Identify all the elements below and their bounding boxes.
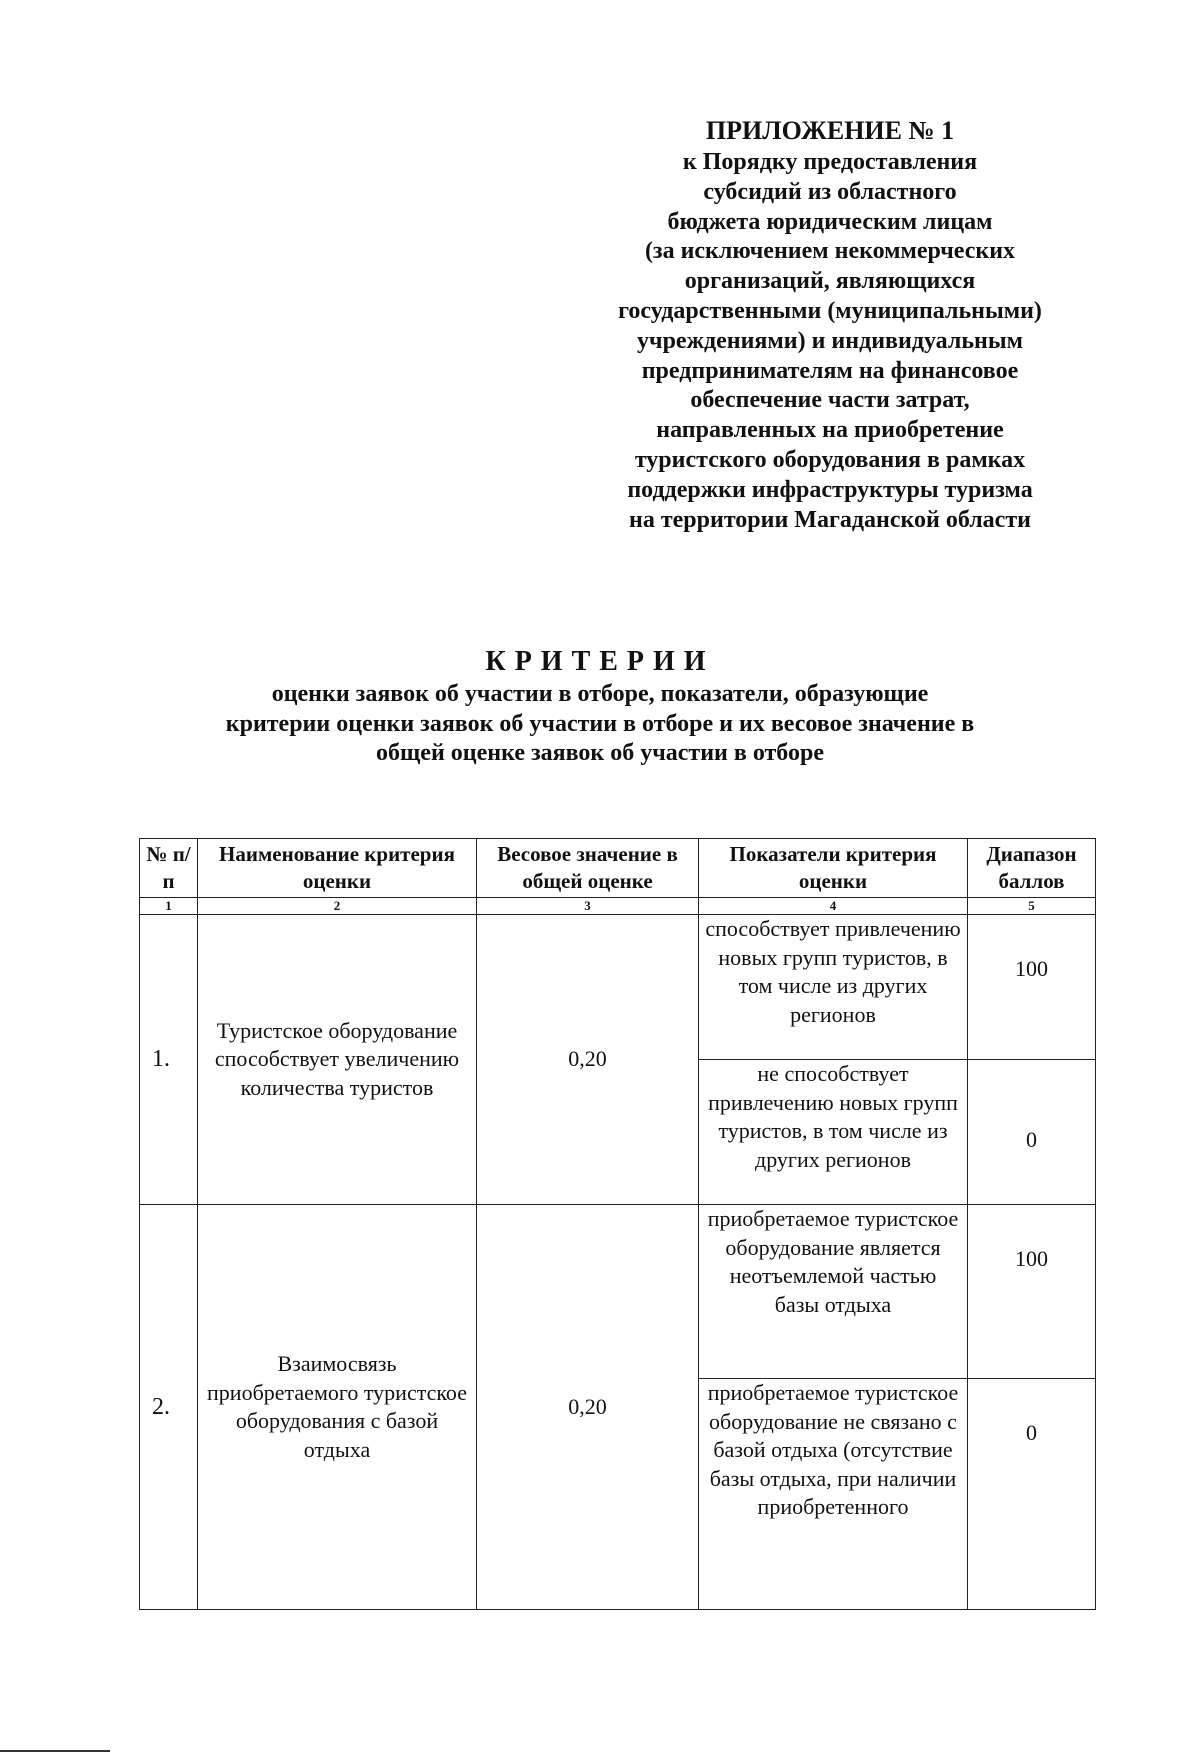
appendix-line: к Порядку предоставления (682, 149, 978, 175)
appendix-block (560, 114, 1100, 535)
appendix-line: учреждениями) и индивидуальным (637, 327, 1023, 354)
appendix-line: поддержки инфраструктуры туризма (627, 476, 1033, 503)
indicator-text: способствует привлечению новых групп туристов, в том числе из других регионов (699, 915, 968, 1060)
appendix-line: бюджета юридическим лицам (667, 208, 993, 235)
appendix-line: государственными (муниципальными) (618, 297, 1042, 324)
appendix-line: организаций, являющихся (684, 268, 976, 295)
column-number: 5 (968, 898, 1096, 915)
indicator-score: 100 (968, 1205, 1096, 1379)
indicator-text: не способствует привлечению новых групп туристов, в том числе из других регионов (699, 1060, 968, 1205)
criteria-subtitle-line: общей оценке заявок об участии в отборе (376, 740, 824, 766)
table-row (140, 1205, 1096, 1379)
appendix-line: субсидий из областного (703, 178, 957, 205)
header-cell-score-range: Диапазон баллов (968, 839, 1096, 898)
criteria-table (139, 838, 1096, 1610)
column-number-row (140, 898, 1096, 915)
criteria-heading: КРИТЕРИИ (485, 646, 715, 677)
appendix-line: предпринимателям на финансовое (641, 357, 1019, 384)
column-number: 2 (198, 898, 477, 915)
scan-edge-line (0, 1750, 110, 1752)
row-number: 1. (140, 915, 198, 1205)
appendix-line: на территории Магаданской области (629, 506, 1031, 533)
indicator-text: приобретаемое туристское оборудование является неотъемлемой частью базы отдыха (699, 1205, 968, 1379)
appendix-line: (за исключением некоммерческих (644, 238, 1016, 265)
criteria-subtitle-line: критерии оценки заявок об участии в отборе и их весовое значение в (225, 710, 975, 737)
appendix-line: направленных на приобретение (656, 417, 1004, 444)
table-row (140, 915, 1096, 1060)
indicator-score: 0 (968, 1379, 1096, 1610)
row-number: 2. (140, 1205, 198, 1610)
appendix-line: туристского оборудования в рамках (634, 446, 1026, 473)
table-header-row (140, 839, 1096, 898)
criteria-subtitle-line: оценки заявок об участии в отборе, показатели, образующие (271, 681, 929, 707)
column-number: 1 (140, 898, 198, 915)
criterion-name: Взаимосвязь приобретаемого туристское оборудования с базой отдыха (198, 1205, 477, 1610)
appendix-title: ПРИЛОЖЕНИЕ № 1 (705, 116, 955, 145)
column-number: 3 (477, 898, 699, 915)
column-number: 4 (699, 898, 968, 915)
indicator-text: приобретаемое туристское оборудование не связано с базой отдыха (отсутствие базы отдыха, при наличии приобретенного (699, 1379, 968, 1610)
criterion-weight: 0,20 (477, 1205, 699, 1610)
criterion-name: Туристское оборудование способствует увеличению количества туристов (198, 915, 477, 1205)
criterion-weight: 0,20 (477, 915, 699, 1205)
indicator-score: 0 (968, 1060, 1096, 1205)
appendix-line: обеспечение части затрат, (690, 387, 970, 414)
header-cell-number: № п/п (140, 839, 198, 898)
criteria-block (120, 644, 1080, 769)
header-cell-criterion: Наименование критерия оценки (198, 839, 477, 898)
header-cell-indicators: Показатели критерия оценки (699, 839, 968, 898)
indicator-score: 100 (968, 915, 1096, 1060)
header-cell-weight: Весовое значение в общей оценке (477, 839, 699, 898)
